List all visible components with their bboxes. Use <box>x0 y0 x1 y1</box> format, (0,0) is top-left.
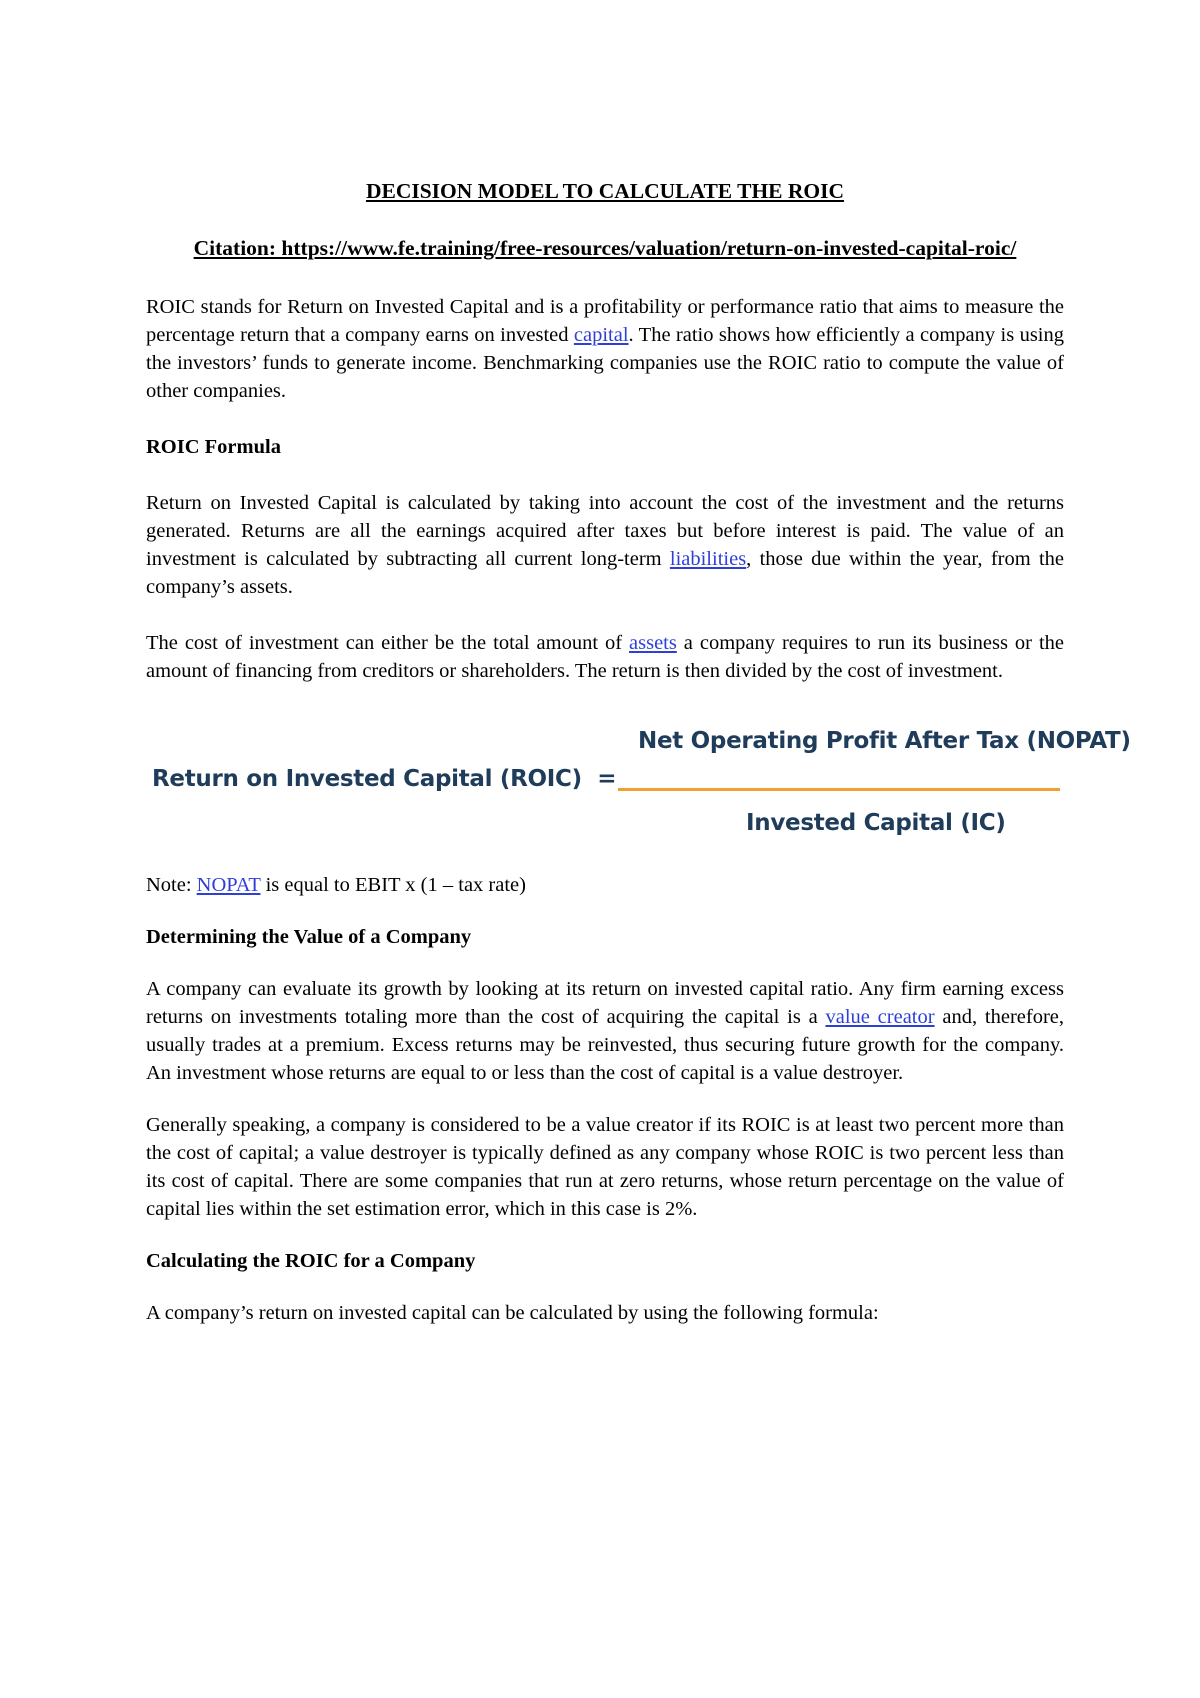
formula-numerator: Net Operating Profit After Tax (NOPAT) <box>638 728 1131 754</box>
citation[interactable]: Citation: https://www.fe.training/free-resources/valuation/return-on-invested-capital-roic/ <box>193 236 1017 260</box>
intro-text-1: ROIC stands for Return on Invested Capital and is a profitability or performance ratio that aims to measure the percentage return that a company earns on invested <box>146 296 1064 346</box>
formula-lhs: Return on Invested Capital (ROIC) = <box>152 766 617 792</box>
formula-para1-text-2: , those due within the year, from the company’s assets. <box>146 548 1064 598</box>
intro-paragraph <box>146 293 1064 405</box>
formula-para2-text-2: a company requires to run its business or the amount of financing from creditors or shareholders. The return is then divided by the cost of investment. <box>146 632 1064 682</box>
formula-paragraph-1 <box>146 489 1064 601</box>
value-paragraph-1 <box>146 975 1064 1087</box>
calc-heading: Calculating the ROIC for a Company <box>146 1250 476 1272</box>
value-heading: Determining the Value of a Company <box>146 926 472 948</box>
formula-para1-text-1: Return on Invested Capital is calculated by taking into account the cost of the investment and the returns generated. Returns are all the earnings acquired after taxes but before interest is paid. The value of an investment is calculated by subtracting all current long-term <box>146 492 1064 570</box>
calc-paragraph-1: A company’s return on invested capital can be calculated by using the following formula: <box>146 1302 879 1324</box>
intro-text-2: . The ratio shows how efficiently a company is using the investors’ funds to generate income. Benchmarking companies use the ROIC ratio to compute the value of other companies. <box>146 324 1064 402</box>
note-suffix: is equal to EBIT x (1 – tax rate) <box>260 874 526 896</box>
document-title: DECISION MODEL TO CALCULATE THE ROIC <box>365 179 845 203</box>
value-creator-link[interactable]: value creator <box>825 1006 935 1028</box>
roic-formula-heading: ROIC Formula <box>146 436 281 458</box>
document-body <box>146 176 1131 1327</box>
liabilities-link[interactable]: liabilities <box>669 548 747 570</box>
nopat-note <box>146 871 1064 899</box>
capital-link[interactable]: capital <box>573 324 629 346</box>
value-paragraph-2: Generally speaking, a company is considered to be a value creator if its ROIC is at least two percent more than the cost of capital; a value destroyer is typically defined as any company whose ROIC is two percent less than its cost of capital. There are some companies that run at zero returns, whose return percentage on the value of capital lies within the set estimation error, which in this case is 2%. <box>146 1114 1064 1220</box>
value-para1-text-2: and, therefore, usually trades at a premium. Excess returns may be reinvested, thus securing future growth for the company. An investment whose returns are equal to or less than the cost of capital is a value destroyer. <box>146 1006 1064 1084</box>
formula-denominator: Invested Capital (IC) <box>746 810 1006 836</box>
nopat-link[interactable]: NOPAT <box>196 874 261 896</box>
formula-para2-text-1: The cost of investment can either be the total amount of <box>146 632 630 654</box>
formula-fraction-bar <box>618 788 1060 791</box>
roic-formula-graphic <box>146 725 1131 843</box>
assets-link[interactable]: assets <box>629 632 677 654</box>
formula-paragraph-2 <box>146 629 1064 685</box>
value-para1-text-1: A company can evaluate its growth by looking at its return on invested capital ratio. Any firm earning excess returns on investments totaling more than the cost of acquiring the capital is a <box>146 978 1064 1028</box>
note-prefix: Note: <box>146 874 197 896</box>
